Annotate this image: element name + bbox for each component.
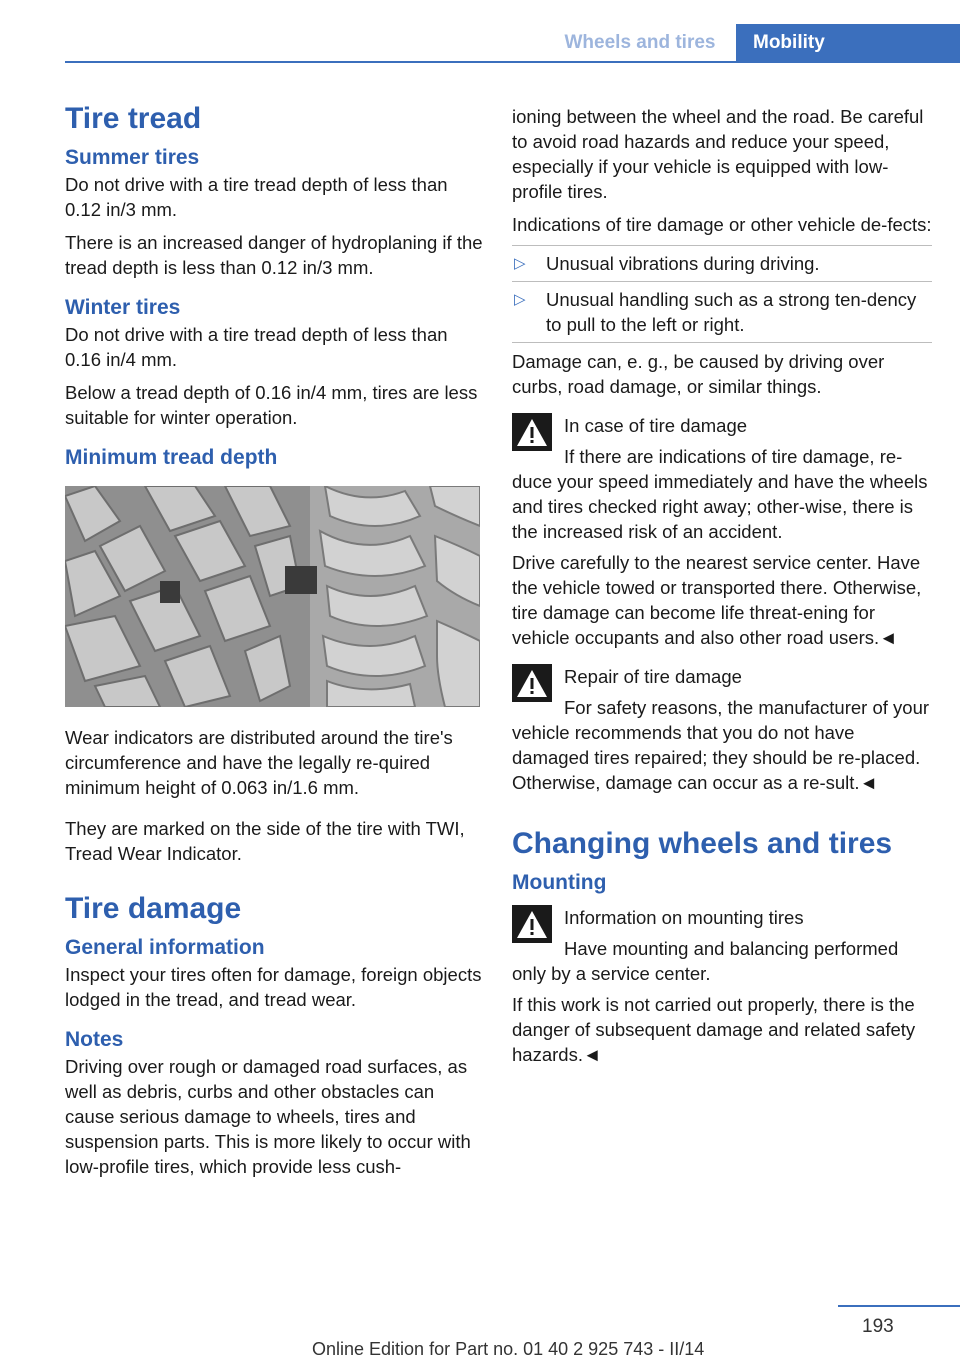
warning-mounting: [512, 905, 932, 1067]
list-item-text: Unusual vibrations during driving.: [546, 253, 820, 274]
warning-text: For safety reasons, the manufacturer of your vehicle recommends that you do not have damaged tires repaired; they should be re‐placed. Otherwise, damage can occur as a re‐sult.◄: [512, 697, 930, 793]
triangle-bullet-icon: ▷: [514, 291, 526, 308]
summer-tires-section: [65, 144, 483, 280]
warning-title: Information on mounting tires: [564, 907, 804, 928]
page-header: [0, 0, 960, 62]
list-item: [512, 282, 932, 343]
warning-icon: [512, 905, 552, 943]
triangle-bullet-icon: ▷: [514, 255, 526, 272]
min-tread-text-1: Wear indicators are distributed around the tire's circumference and have the legally re‐quired minimum height of 0.063 in/1.6 mm.: [65, 727, 453, 798]
mounting-text: If this work is not carried out properly, there is the danger of subsequent damage and related safety hazards.◄: [512, 994, 916, 1065]
footer-rule: [838, 1305, 960, 1307]
warning-icon: [512, 664, 552, 702]
left-column: [65, 100, 483, 1193]
min-tread-section: [65, 444, 483, 866]
winter-tires-heading: Winter tires: [65, 296, 181, 319]
indications-text: Indications of tire damage or other vehicle de‐fects:: [512, 214, 932, 235]
min-tread-text-2: They are marked on the side of the tire with TWI, Tread Wear Indicator.: [65, 818, 465, 864]
warning-icon: [512, 413, 552, 451]
list-item: [512, 246, 932, 282]
general-info-section: [65, 934, 483, 1012]
warning-text-2: Drive carefully to the nearest service center. Have the vehicle towed or transported there. Otherwise, tire damage can become life threat‐ening for vehicle occupants and also other road users.◄: [512, 552, 922, 648]
indications-list: [512, 245, 932, 343]
header-rule: [65, 61, 960, 63]
warning-text: Have mounting and balancing performed only by a service center.: [512, 938, 899, 984]
header-chapter-tab[interactable]: Mobility: [736, 24, 960, 62]
min-tread-heading: Minimum tread depth: [65, 446, 278, 469]
general-info-text: Inspect your tires often for damage, foreign objects lodged in the tread, and tread wear.: [65, 964, 482, 1010]
mounting-section: [512, 869, 932, 1067]
tire-damage-title: Tire damage: [65, 892, 242, 925]
warning-repair: [512, 664, 932, 795]
warning-title: Repair of tire damage: [564, 666, 742, 687]
mounting-heading: Mounting: [512, 871, 607, 894]
notes-section: [65, 1026, 483, 1179]
warning-title: In case of tire damage: [564, 415, 748, 436]
summer-tires-text-1: Do not drive with a tire tread depth of less than 0.12 in/3 mm.: [65, 174, 448, 220]
winter-tires-section: [65, 294, 483, 430]
edition-footer: Online Edition for Part no. 01 40 2 925 743 - II/14: [312, 1339, 705, 1359]
notes-text-continued: ioning between the wheel and the road. Be careful to avoid road hazards and reduce your speed, especially if your vehicle is equipped with low-profile tires.: [512, 106, 924, 202]
page-number: 193: [862, 1316, 894, 1337]
summer-tires-text-2: There is an increased danger of hydroplaning if the tread depth is less than 0.12 in/3 mm.: [65, 232, 483, 278]
summer-tires-heading: Summer tires: [65, 146, 200, 169]
winter-tires-text-2: Below a tread depth of 0.16 in/4 mm, tires are less suitable for winter operation.: [65, 382, 478, 428]
damage-cause-text: Damage can, e. g., be caused by driving over curbs, road damage, or similar things.: [512, 351, 885, 397]
notes-heading: Notes: [65, 1028, 124, 1051]
winter-tires-text-1: Do not drive with a tire tread depth of less than 0.16 in/4 mm.: [65, 324, 448, 370]
general-info-heading: General information: [65, 936, 265, 959]
right-column: [512, 104, 932, 1081]
tire-tread-title: Tire tread: [65, 102, 202, 135]
tire-tread-illustration: [65, 486, 480, 707]
header-section-tab[interactable]: Wheels and tires: [545, 24, 735, 61]
warning-text: If there are indications of tire damage, re‐duce your speed immediately and have the wheels and tires checked right away; other‐wise, there is the increased risk of an accident.: [512, 446, 928, 542]
notes-text: Driving over rough or damaged road surfaces, as well as debris, curbs and other obstacles can cause serious damage to wheels, tires and suspension parts. This is more likely to occur with low-profile tires, which provide less cush‐: [65, 1056, 471, 1177]
changing-wheels-title: Changing wheels and tires: [512, 827, 893, 860]
warning-tire-damage: [512, 413, 932, 650]
list-item-text: Unusual handling such as a strong ten‐dency to pull to the left or right.: [546, 289, 917, 335]
